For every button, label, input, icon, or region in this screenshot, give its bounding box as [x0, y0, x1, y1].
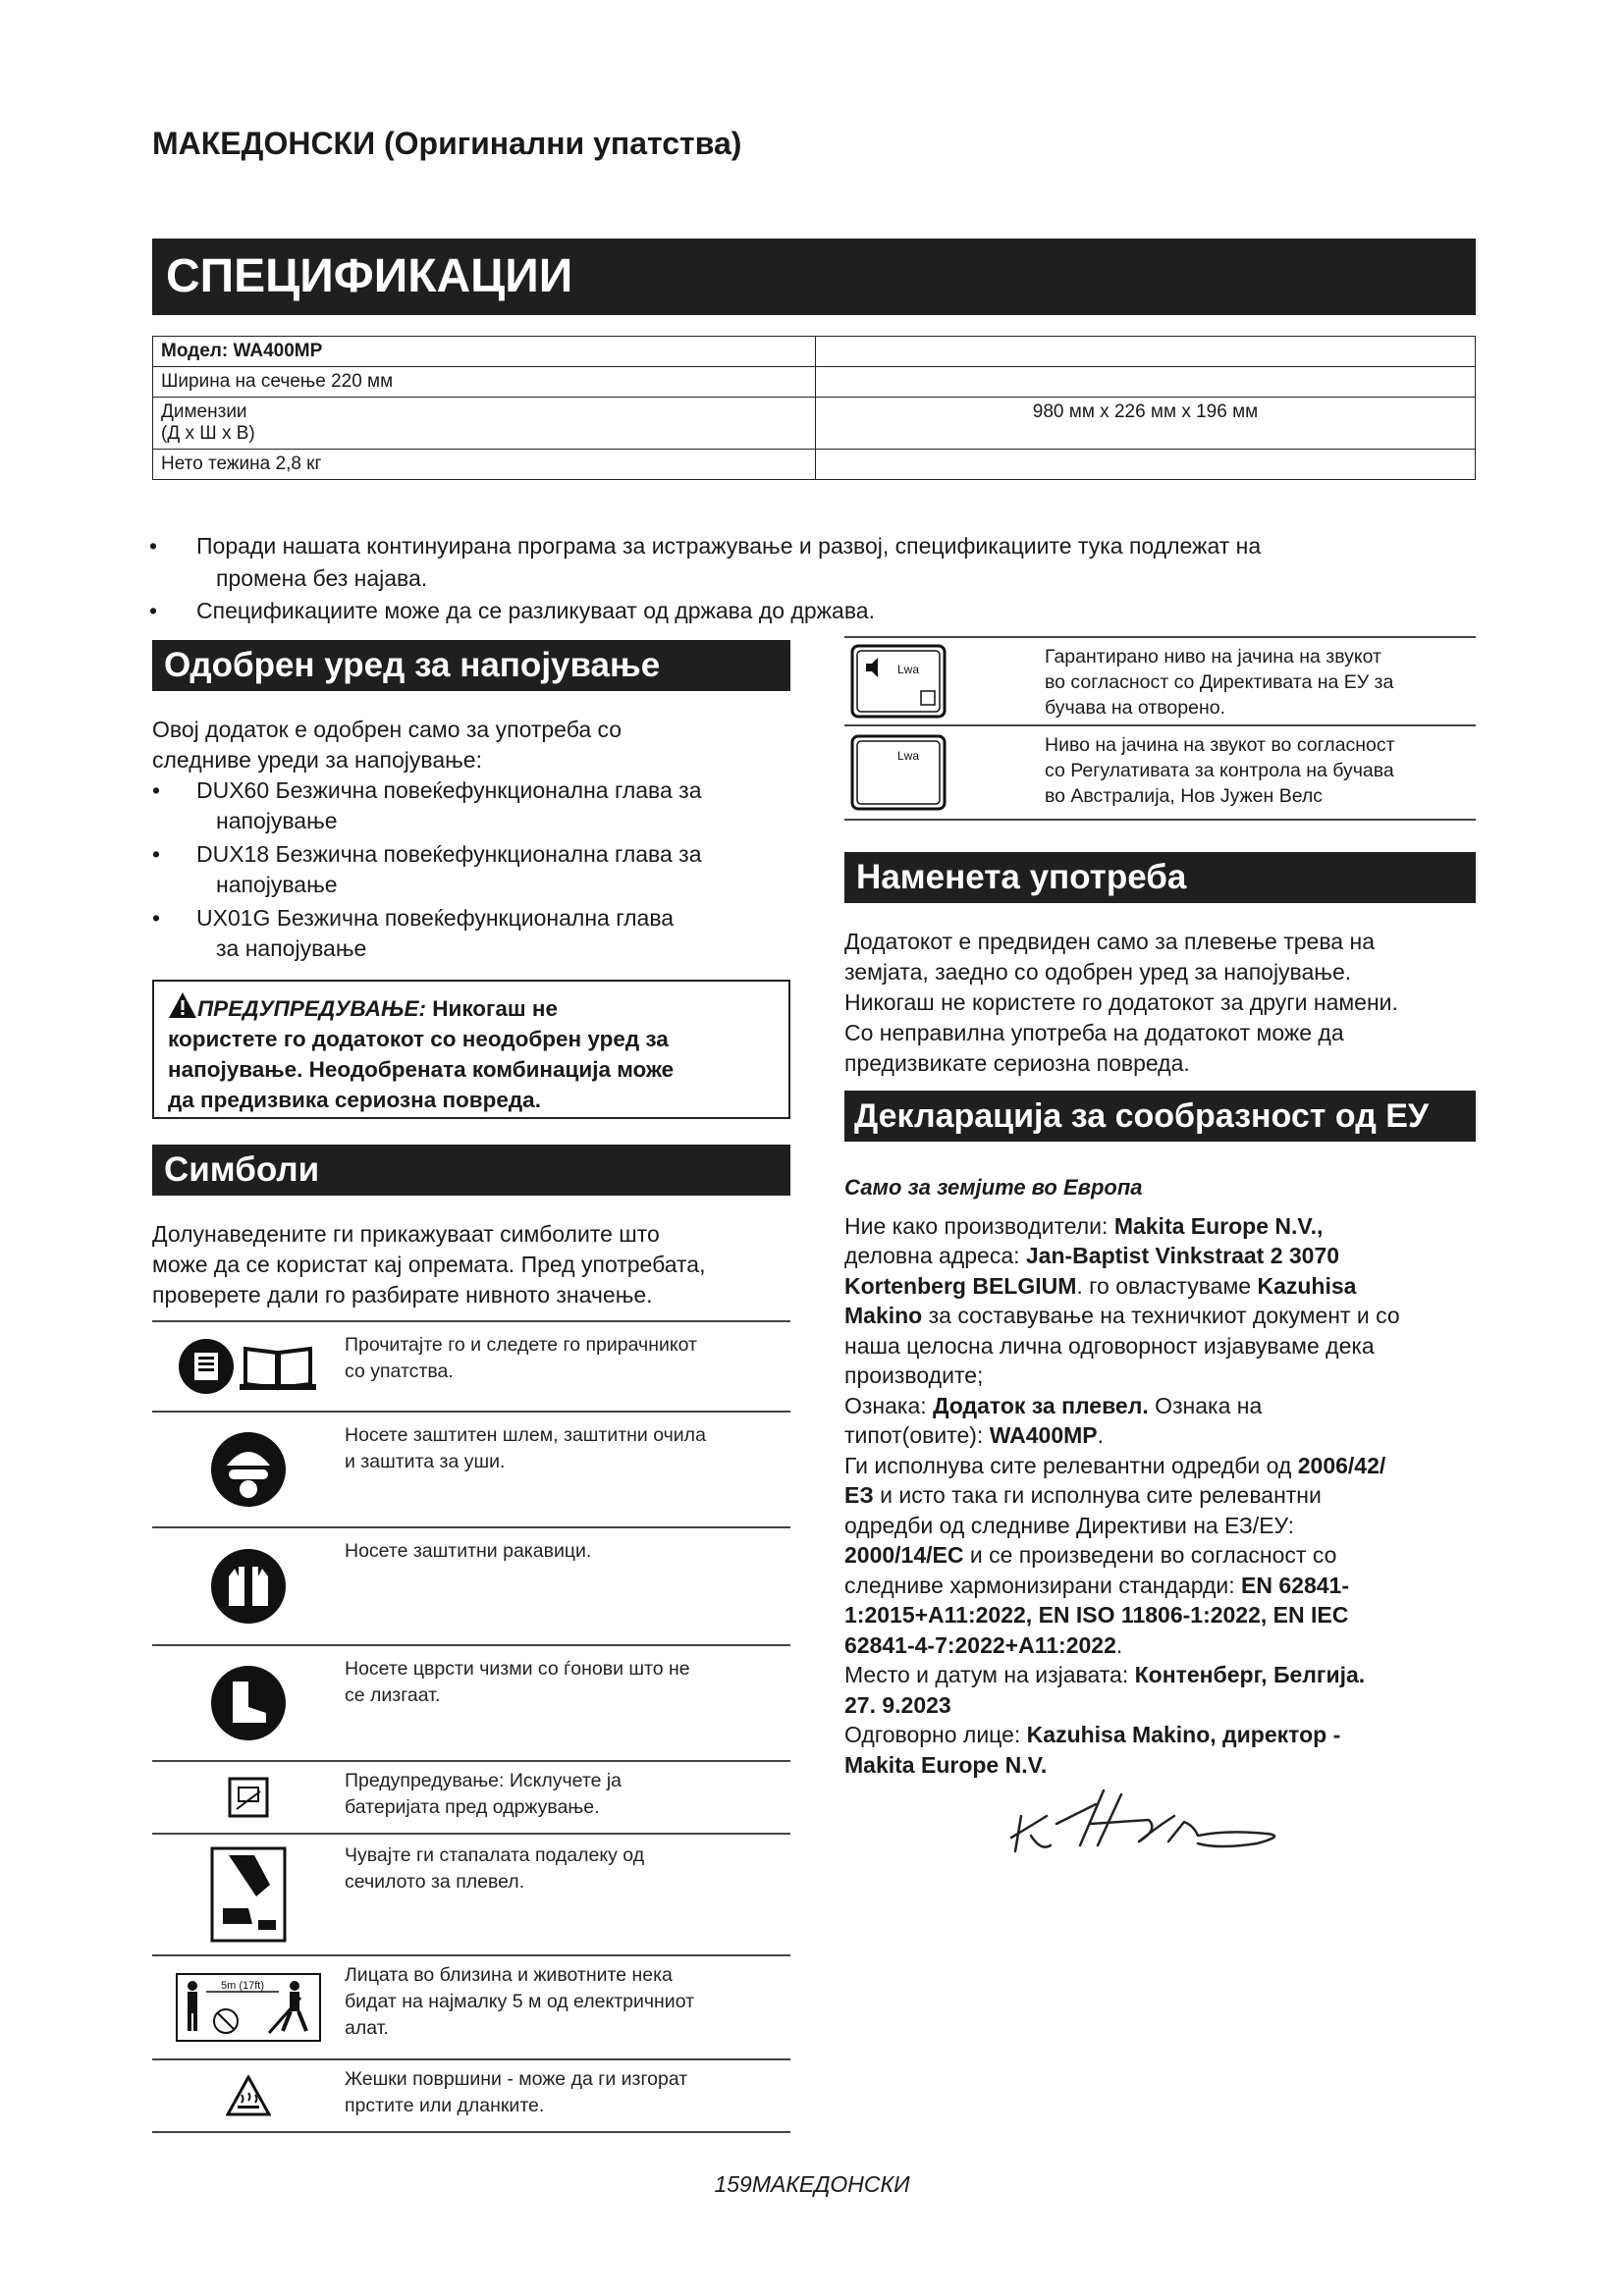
decl-text: Makita Europe N.V.,	[1113, 1212, 1324, 1239]
intro-line: може да се користат кај опремата. Пред употребата,	[152, 1252, 706, 1277]
table-row	[844, 636, 1476, 726]
decl-text: Ознака:	[844, 1392, 927, 1418]
decl-text: Ги исполнува сите релевантни одредби од	[844, 1452, 1292, 1478]
hot-surface-icon	[152, 2060, 345, 2131]
symbols-heading: Симболи	[152, 1145, 790, 1196]
symbol-description: бидат на најмалку 5 м од електричниот	[345, 1991, 695, 2012]
helmet-icon	[152, 1413, 345, 1526]
intro-line: проверете дали го разбирате нивното значење.	[152, 1282, 653, 1308]
symbol-description: Носете заштитни ракавици.	[345, 1540, 592, 1562]
table-row	[152, 1835, 790, 1956]
power-unit-section	[152, 715, 800, 964]
warning-box	[152, 980, 790, 1119]
cutting-width-cell: Ширина на сечење 220 мм	[153, 367, 816, 398]
table-row	[153, 337, 1476, 367]
symbol-description: Носете цврсти чизми со ѓонови што не	[345, 1658, 690, 1680]
intended-text: предизвикате сериозна повреда.	[844, 1050, 1190, 1076]
warning-text: да предизвика сериозна повреда.	[168, 1088, 541, 1112]
decl-text: 2000/14/ЕС	[844, 1542, 964, 1568]
lwa-label: Lwa	[897, 663, 920, 676]
dimensions-value: 980 мм x 226 мм x 196 мм	[816, 398, 1476, 450]
symbol-description: со упатства.	[345, 1361, 454, 1382]
note-continuation: промена без најава.	[216, 565, 428, 591]
specifications-heading: СПЕЦИФИКАЦИИ	[152, 239, 1476, 315]
table-row	[153, 398, 1476, 450]
decl-text: Kazuhisa Makino, директор -	[1026, 1722, 1341, 1747]
decl-text: Kortenberg BELGIUM	[844, 1272, 1077, 1299]
decl-text: 27. 9.2023	[844, 1691, 951, 1718]
lwa-eu-icon	[844, 638, 1035, 724]
power-unit-heading: Одобрен уред за напојување	[152, 640, 790, 691]
decl-text: Jan-Baptist Vinkstraat 2 3070	[1025, 1243, 1340, 1268]
decl-text: . го овластуваме	[1076, 1272, 1252, 1299]
decl-text: Makino	[844, 1303, 923, 1328]
list-item: • DUX18 Безжична повеќефункционална глава за	[152, 839, 800, 870]
intended-text: Додатокот е предвиден само за плевење трева на	[844, 929, 1375, 954]
model-cell: Модел: WA400MP	[153, 337, 816, 367]
intended-use-heading: Наменета употреба	[844, 852, 1476, 903]
intended-text: Со неправилна употреба на додатокот може да	[844, 1020, 1344, 1045]
declaration-section: Само за земјите во Европа Ние како производители: Makita Europe N.V., деловна адреса: Jan-Baptist Vinkstraat 2 3070 Kortenberg BELGIUM. го овластуваме Kazuhisa Makino за составување на техничкиот документ и со наша целосна лична одговорност изјавуваме дека производите; Ознака: Додаток за плевел. Ознака на типот(овите): WA400MP. Ги исполнува сите релевантни одредби од 2006/42/ ЕЗ и исто така ги исполнува сите релевантни одредби од следниве Директиви на ЕЗ/ЕУ: 2000/14/ЕС и се произведени во согласност со следниве хармонизирани стандарди: EN 62841- 1:2015+A11:2022, EN ISO 11806-1:2022, EN IEC 62841-4-7:2022+A11:2022. Место и датум на изјавата: Контенберг, Белгија. 27. 9.2023 Одговорно лице: Kazuhisa Makino, директор - Makita Europe N.V.	[844, 1173, 1492, 1780]
power-intro: Овој додаток е одобрен само за употреба со	[152, 717, 623, 742]
decl-text: 62841-4-7:2022+A11:2022	[844, 1631, 1116, 1658]
dimensions-label-cell	[153, 398, 816, 450]
specifications-table	[152, 336, 1476, 480]
warning-text: Никогаш не	[432, 996, 559, 1021]
decl-text: наша целосна лична одговорност изјавуваме дека	[844, 1332, 1375, 1359]
decl-text: ЕЗ	[844, 1482, 874, 1508]
symbol-description: алат.	[345, 2017, 389, 2039]
document-language-title: МАКЕДОНСКИ (Оригинални упатства)	[152, 126, 742, 161]
symbol-description: батеријата пред одржување.	[345, 1796, 600, 1818]
boots-icon	[152, 1646, 345, 1760]
decl-text: Kazuhisa	[1257, 1272, 1357, 1299]
warning-text: напојување. Неодобрената комбинација може	[168, 1057, 675, 1082]
declaration-heading: Декларација за сообразност од ЕУ	[844, 1091, 1476, 1142]
signature-image	[1001, 1787, 1316, 1865]
item-text: напојување	[216, 808, 338, 833]
item-text: DUX18 Безжична повеќефункционална глава за	[196, 841, 702, 867]
lwa-au-icon	[844, 726, 1035, 819]
table-row	[152, 1322, 790, 1413]
decl-text: EN 62841-	[1241, 1572, 1349, 1598]
sound-description: Гарантирано ниво на јачина на звукот	[1045, 646, 1381, 667]
symbol-description: Лицата во близина и животните нека	[345, 1964, 673, 1986]
net-weight-cell: Нето тежина 2,8 кг	[153, 450, 816, 480]
sound-description: во Австралија, Нов Јужен Велс	[1045, 785, 1324, 807]
table-cell	[816, 367, 1476, 398]
table-cell	[816, 337, 1476, 367]
table-row	[152, 2060, 790, 2133]
sound-description: со Регулативата за контрола на бучава	[1045, 760, 1394, 781]
sound-description: бучава на отворено.	[1045, 697, 1225, 719]
decl-text: 2006/42/	[1297, 1452, 1386, 1478]
symbol-description: Прочитајте го и следете го прирачникот	[345, 1334, 697, 1356]
symbol-description: Предупредување: Исклучете ја	[345, 1770, 623, 1791]
decl-text: WA400MP	[989, 1422, 1098, 1448]
intended-use-section	[844, 927, 1492, 1079]
warning-text: користете го додатокот со неодобрен уред за	[168, 1027, 669, 1051]
list-item: • DUX60 Безжична повеќефункционална глава за	[152, 775, 800, 806]
warning-label: ПРЕДУПРЕДУВАЊЕ:	[197, 996, 426, 1021]
symbol-description: се лизгаат.	[345, 1684, 441, 1706]
table-row	[153, 450, 1476, 480]
decl-text: Место и датум на изјавата:	[844, 1662, 1129, 1687]
distance-label: 5m (17ft)	[220, 1980, 265, 1992]
sound-level-table	[844, 636, 1476, 821]
sound-description: Ниво на јачина на звукот во согласност	[1045, 734, 1395, 756]
symbol-description: прстите или дланките.	[345, 2095, 545, 2116]
table-row	[153, 367, 1476, 398]
sound-description: во согласност со Директивата на ЕУ за	[1045, 671, 1394, 693]
decl-text: Makita Europe N.V.	[844, 1751, 1048, 1778]
page-footer: 159МАКЕДОНСКИ	[714, 2171, 910, 2197]
warning-icon	[168, 991, 197, 1019]
table-row	[152, 1956, 790, 2060]
decl-text: Додаток за плевел.	[933, 1392, 1149, 1418]
intended-text: Никогаш не користете го додатокот за други намени.	[844, 989, 1398, 1015]
intro-line: Долунаведените ги прикажуваат симболите што	[152, 1221, 660, 1247]
gloves-icon	[152, 1528, 345, 1644]
symbol-description: сечилото за плевел.	[345, 1871, 525, 1893]
symbols-intro	[152, 1219, 810, 1310]
decl-text: 1:2015+A11:2022, EN ISO 11806-1:2022, EN IEC	[844, 1602, 1349, 1628]
item-text: DUX60 Безжична повеќефункционална глава за	[196, 777, 702, 803]
decl-text: Ние како производители:	[844, 1212, 1109, 1239]
symbol-description: Жешки површини - може да ги изгорат	[345, 2068, 688, 2090]
list-item: • Спецификациите може да се разликуваат од држава до држава.	[147, 595, 1483, 627]
manual-icon	[152, 1322, 345, 1411]
symbol-description: Чувајте ги стапалата подалеку од	[345, 1844, 645, 1866]
decl-text: производите;	[844, 1362, 984, 1388]
decl-text: Контенберг, Белгија.	[1134, 1662, 1366, 1687]
distance-icon	[152, 1956, 345, 2058]
symbol-description: Носете заштитен шлем, заштитни очила	[345, 1424, 706, 1446]
decl-text: одредби од следниве Директиви на ЕЗ/ЕУ:	[844, 1512, 1295, 1538]
table-row	[152, 1646, 790, 1762]
symbol-description: и заштита за уши.	[345, 1451, 506, 1472]
decl-text: Одговорно лице:	[844, 1722, 1021, 1747]
table-row	[152, 1528, 790, 1646]
decl-text: и се произведени во согласност со	[969, 1542, 1337, 1568]
lwa-label: Lwa	[897, 749, 920, 763]
note-text: Спецификациите може да се разликуваат од држава до држава.	[196, 598, 875, 623]
decl-text: следниве хармонизирани стандарди:	[844, 1572, 1235, 1598]
decl-text: деловна адреса:	[844, 1243, 1020, 1268]
dimensions-label: Димензии	[161, 401, 247, 422]
table-row	[152, 1762, 790, 1835]
item-text: напојување	[216, 872, 338, 897]
dimensions-unit: (Д x Ш x В)	[161, 423, 255, 444]
decl-text: типот(овите):	[844, 1422, 984, 1448]
declaration-subtitle: Само за земјите во Европа	[844, 1175, 1143, 1200]
intended-text: земјата, заедно со одобрен уред за напојување.	[844, 959, 1352, 985]
spec-notes	[147, 530, 1483, 627]
power-intro: следниве уреди за напојување:	[152, 747, 482, 773]
table-cell	[816, 450, 1476, 480]
battery-icon	[152, 1762, 345, 1833]
item-text: за напојување	[216, 935, 367, 961]
decl-text: Ознака на	[1155, 1392, 1263, 1418]
symbols-table	[152, 1320, 790, 2133]
list-item: • UX01G Безжична повеќефункционална глава	[152, 903, 800, 934]
note-text: Поради нашата континуирана програма за истражување и развој, спецификациите тука подлежат на	[196, 533, 1262, 559]
table-row	[152, 1413, 790, 1528]
decl-text: и исто така ги исполнува сите релевантни	[880, 1482, 1322, 1508]
decl-text: за составување на техничкиот документ и со	[928, 1303, 1400, 1328]
list-item: • Поради нашата континуирана програма за истражување и развој, спецификациите тука подлежат на	[147, 530, 1483, 562]
item-text: UX01G Безжична повеќефункционална глава	[196, 905, 675, 931]
table-row	[844, 726, 1476, 821]
feet-blade-icon	[152, 1835, 345, 1954]
